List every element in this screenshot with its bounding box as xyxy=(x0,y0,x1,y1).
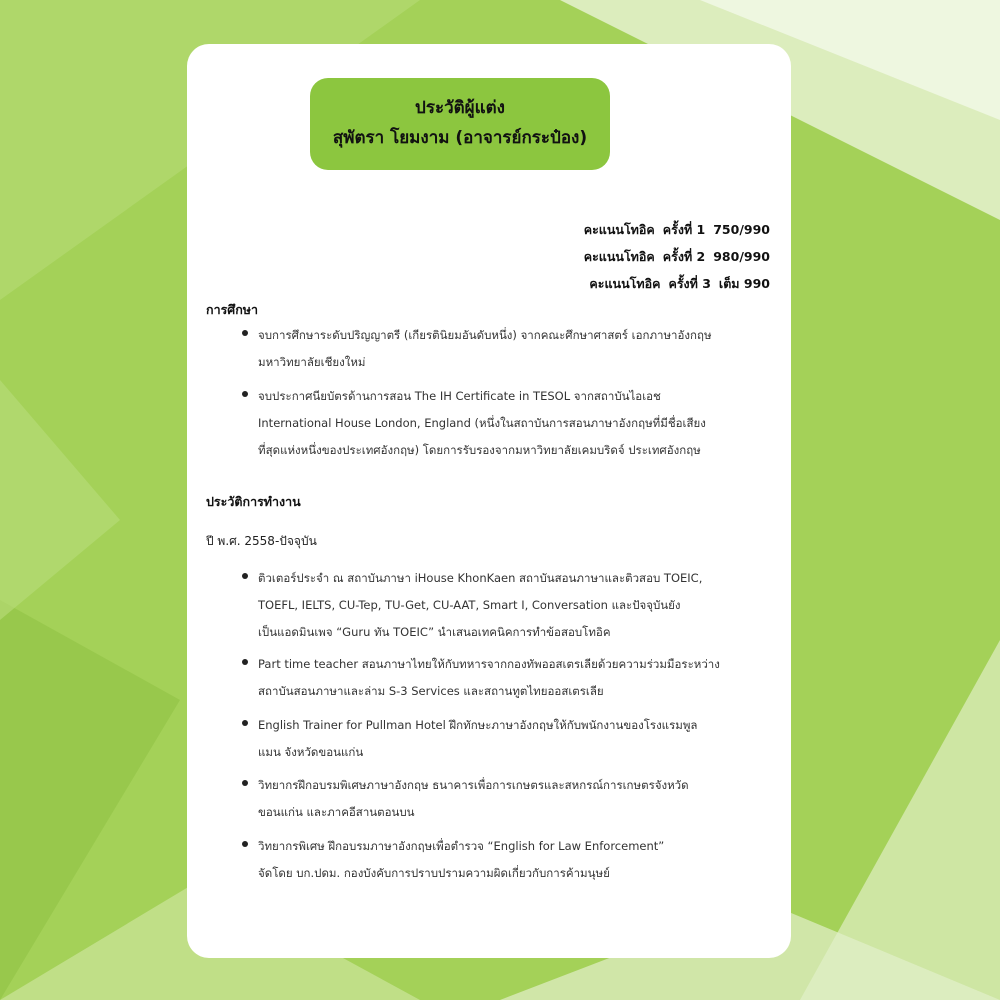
score-round: ครั้งที่ 3 xyxy=(668,276,711,291)
title-box xyxy=(310,78,610,170)
bullet-icon xyxy=(242,720,248,726)
item-line: วิทยากรพิเศษ ฝึกอบรมภาษาอังกฤษเพื่อตำรวจ “English for Law Enforcement” xyxy=(258,839,665,853)
work-heading: ประวัติการทำงาน xyxy=(206,494,301,509)
education-heading: การศึกษา xyxy=(206,302,259,317)
score-round: ครั้งที่ 2 xyxy=(662,249,706,264)
score-value: 980/990 xyxy=(713,249,770,264)
score-row xyxy=(576,273,770,300)
score-label: คะแนนโทอิค xyxy=(583,249,655,264)
score-label: คะแนนโทอิค xyxy=(589,276,661,291)
item-line: International House London, England (หนึ่งในสถาบันการสอนภาษาอังกฤษที่มีชื่อเสียง xyxy=(258,416,706,430)
item-line: จบประกาศนียบัตรด้านการสอน The IH Certificate in TESOL จากสถาบันไอเอช xyxy=(258,389,661,403)
score-row xyxy=(576,246,770,273)
bullet-icon xyxy=(242,841,248,847)
item-line: แมน จังหวัดขอนแก่น xyxy=(258,745,364,759)
item-line: สถาบันสอนภาษาและล่าม S-3 Services และสถานทูตไทยออสเตรเลีย xyxy=(258,684,604,698)
item-line: TOEFL, IELTS, CU-Tep, TU-Get, CU-AAT, Smart I, Conversation และปัจจุบันยัง xyxy=(258,598,681,612)
work-item xyxy=(242,565,772,646)
item-line: ติวเตอร์ประจำ ณ สถาบันภาษา iHouse KhonKaen สถาบันสอนภาษาและติวสอบ TOEIC, xyxy=(258,571,703,585)
title-heading: ประวัติผู้แต่ง xyxy=(415,98,505,118)
bullet-icon xyxy=(242,780,248,786)
work-period: ปี พ.ศ. 2558-ปัจจุบัน xyxy=(206,534,317,548)
work-item xyxy=(242,833,772,887)
work-item xyxy=(242,772,772,826)
item-line: ขอนแก่น และภาคอีสานตอนบน xyxy=(258,805,415,819)
score-value: เต็ม 990 xyxy=(718,276,770,291)
work-item xyxy=(242,651,772,705)
bullet-icon xyxy=(242,573,248,579)
item-line: English Trainer for Pullman Hotel ฝึกทักษะภาษาอังกฤษให้กับพนักงานของโรงแรมพูล xyxy=(258,718,698,732)
item-line: จบการศึกษาระดับปริญญาตรี (เกียรตินิยมอันดับหนึ่ง) จากคณะศึกษาศาสตร์ เอกภาษาอังกฤษ xyxy=(258,328,712,342)
score-row xyxy=(576,219,770,246)
education-item xyxy=(242,322,772,376)
bullet-icon xyxy=(242,330,248,336)
item-line: Part time teacher สอนภาษาไทยให้กับทหารจากกองทัพออสเตรเลียด้วยความร่วมมือระหว่าง xyxy=(258,657,720,671)
item-line: มหาวิทยาลัยเชียงใหม่ xyxy=(258,355,366,369)
score-round: ครั้งที่ 1 xyxy=(662,222,706,237)
item-line: เป็นแอดมินเพจ “Guru ทัน TOEIC” นำเสนอเทคนิคการทำข้อสอบโทอิค xyxy=(258,625,611,639)
work-item xyxy=(242,712,772,766)
bullet-icon xyxy=(242,659,248,665)
education-item xyxy=(242,383,772,464)
item-line: ที่สุดแห่งหนึ่งของประเทศอังกฤษ) โดยการรับรองจากมหาวิทยาลัยเคมบริดจ์ ประเทศอังกฤษ xyxy=(258,443,701,457)
author-name: สุพัตรา โยมงาม (อาจารย์กระป๋อง) xyxy=(332,128,588,148)
item-line: จัดโดย บก.ปดม. กองบังคับการปราบปรามความผิดเกี่ยวกับการค้ามนุษย์ xyxy=(258,866,610,880)
score-value: 750/990 xyxy=(713,222,770,237)
item-line: วิทยากรฝึกอบรมพิเศษภาษาอังกฤษ ธนาคารเพื่อการเกษตรและสหกรณ์การเกษตรจังหวัด xyxy=(258,778,689,792)
bullet-icon xyxy=(242,391,248,397)
score-label: คะแนนโทอิค xyxy=(583,222,655,237)
toeic-scores xyxy=(576,219,770,300)
